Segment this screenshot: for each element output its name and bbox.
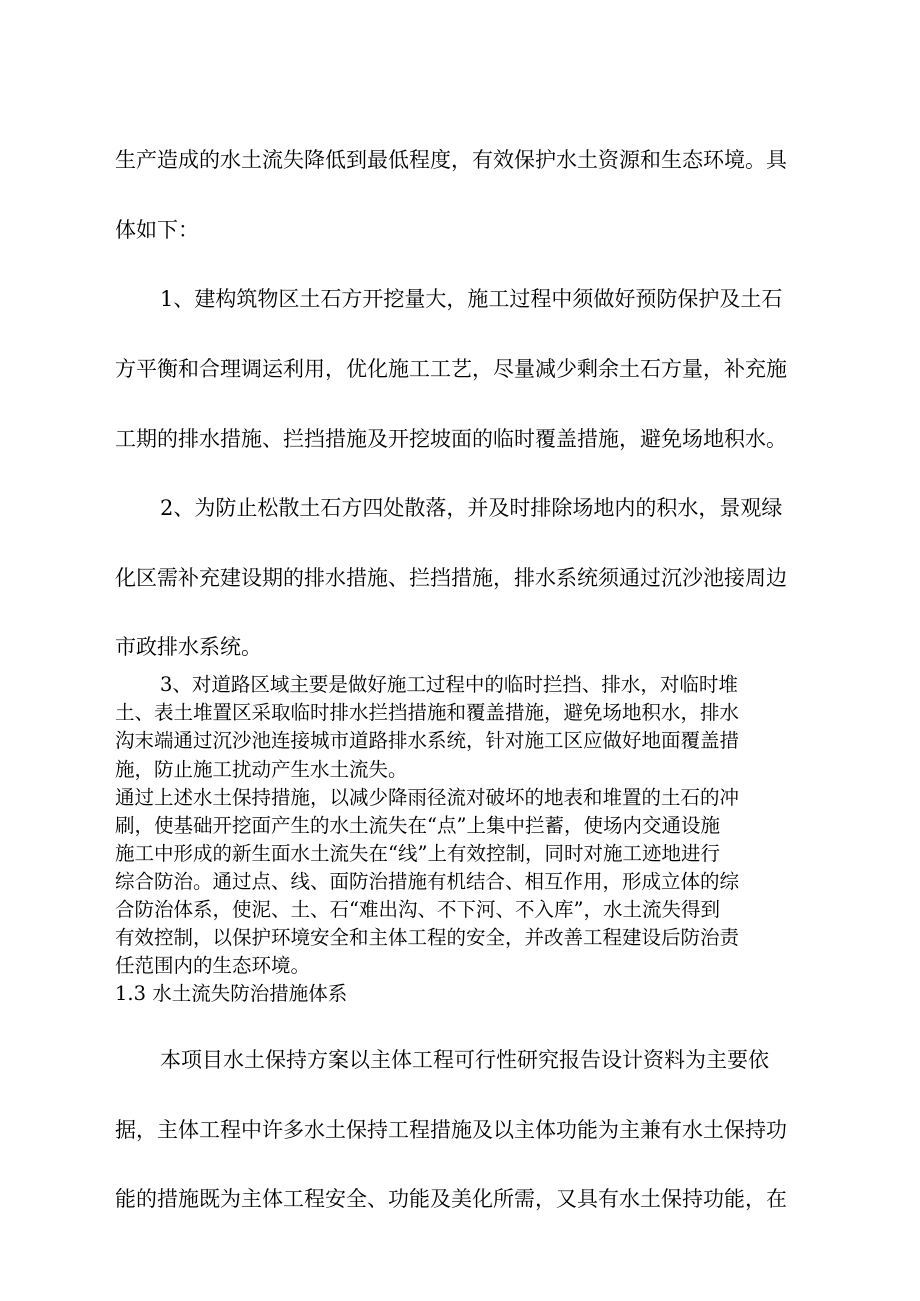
text-line: 生产造成的水土流失降低到最低程度，有效保护水土资源和生态环境。具 [115,148,787,172]
text-line: 化区需补充建设期的排水措施、拦挡措施，排水系统须通过沉沙池接周边 [115,566,787,590]
text-line: 方平衡和合理调运利用，优化施工工艺，尽量减少剩余土石方量，补充施 [115,357,787,381]
text-line: 任范围内的生态环境。 [115,954,311,977]
text-line: 3、对道路区域主要是做好施工过程中的临时拦挡、排水，对临时堆 [160,673,738,696]
text-line: 通过上述水土保持措施，以减少降雨径流对破坏的地表和堆置的土石的冲 [115,786,740,809]
text-line: 沟末端通过沉沙池连接城市道路排水系统，针对施工区应做好地面覆盖措 [115,729,740,752]
text-line: 施，防止施工扰动产生水土流失。 [115,758,408,781]
text-line: 市政排水系统。 [115,635,262,659]
section-heading: 1.3 水土流失防治措施体系 [115,982,348,1005]
text-line: 2、为防止松散土石方四处散落，并及时排除场地内的积水，景观绿 [160,496,783,520]
text-line: 合防治体系，使泥、土、石“难出沟、不下河、不入库”，水土流失得到 [115,898,720,921]
text-line: 施工中形成的新生面水土流失在“线”上有效控制，同时对施工迹地进行 [115,842,720,865]
text-line: 有效控制，以保护环境安全和主体工程的安全，并改善工程建设后防治责 [115,926,740,949]
text-line: 本项目水土保持方案以主体工程可行性研究报告设计资料为主要依 [160,1048,769,1072]
text-line: 能的措施既为主体工程安全、功能及美化所需，又具有水土保持功能，在 [115,1187,787,1211]
text-line: 工期的排水措施、拦挡措施及开挖坡面的临时覆盖措施，避免场地积水。 [115,427,787,451]
text-line: 据，主体工程中许多水土保持工程措施及以主体功能为主兼有水土保持功 [115,1118,787,1142]
text-line: 1、建构筑物区土石方开挖量大，施工过程中须做好预防保护及土石 [160,287,783,311]
text-line: 体如下： [115,218,199,242]
text-line: 综合防治。通过点、线、面防治措施有机结合、相互作用，形成立体的综 [115,870,740,893]
text-line: 刷，使基础开挖面产生的水土流失在“点”上集中拦蓄，使场内交通设施 [115,814,720,837]
text-line: 土、表土堆置区采取临时排水拦挡措施和覆盖措施，避免场地积水，排水 [115,701,740,724]
